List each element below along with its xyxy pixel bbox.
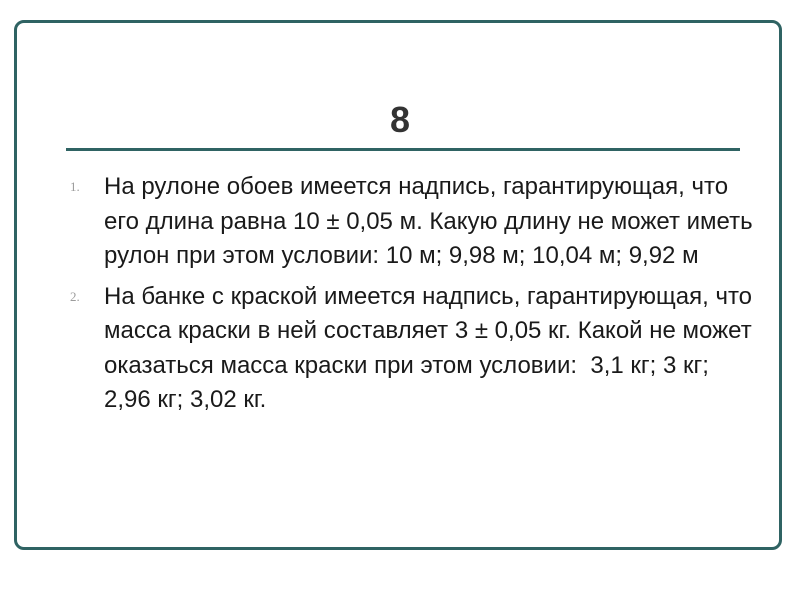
list-item — [70, 280, 760, 418]
problem-list — [70, 170, 760, 424]
list-item-text: На банке с краской имеется надпись, гарантирующая, что масса краски в ней составляет 3 ± 0,05 кг. Какой не может оказаться масса краски при этом условии: 3,1 кг; 3 кг; 2,96 кг; 3,02 кг. — [104, 282, 759, 413]
slide-title: 8 — [389, 99, 411, 140]
list-item-number: 2. — [70, 288, 80, 304]
list-item — [70, 170, 760, 274]
list-item-text: На рулоне обоев имеется надпись, гарантирующая, что его длина равна 10 ± 0,05 м. Какую длину не может иметь рулон при этом условии: 10 м; 9,98 м; 10,04 м; 9,92 м — [104, 173, 760, 269]
title-underline — [66, 148, 740, 151]
list-item-number: 1. — [70, 179, 80, 194]
